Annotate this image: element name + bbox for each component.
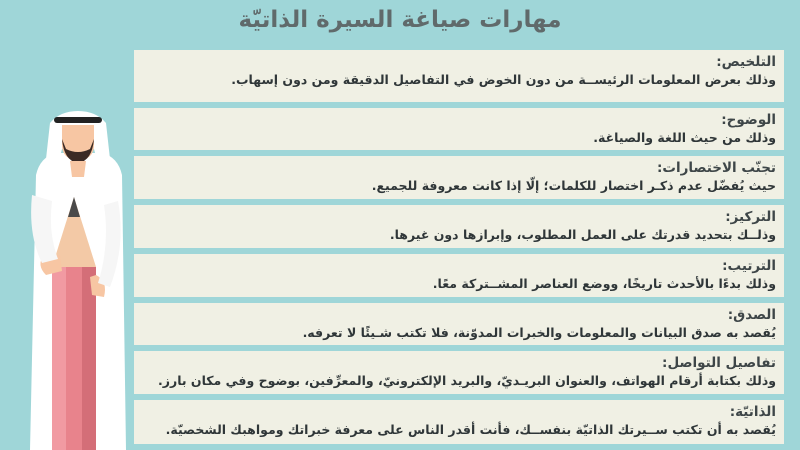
tip-title: تفاصيل التواصل:: [662, 355, 776, 371]
tip-body: وذلك من حيث اللغة والصياغة.: [593, 130, 776, 145]
man-with-pencil-illustration: [18, 105, 138, 450]
tip-title: التلخيص:: [716, 54, 776, 70]
tip-body: حيث يُفضّل عدم ذكـر اختصار للكلمات؛ إلّا إذا كانت معروفة للجميع.: [371, 178, 776, 193]
tip-card-summary: [134, 50, 784, 102]
tip-card-self-written: [134, 400, 784, 444]
tip-title: الترتيب:: [722, 258, 776, 274]
tip-body: وذلــك بتحديد قدرتك على العمل المطلوب، وإبرازها دون غيرها.: [389, 227, 776, 242]
tip-title: الذاتيّة:: [729, 404, 776, 420]
tip-card-focus: [134, 205, 784, 248]
tip-body: وذلك بدءًا بالأحدث تاريخًا، ووضع العناصر المشــتركة معًا.: [432, 276, 776, 291]
tip-body: وذلك بعرض المعلومات الرئيســة من دون الخوض في التفاصيل الدقيقة ومن دون إسهاب.: [231, 72, 776, 87]
tip-title: الصدق:: [727, 307, 776, 323]
tip-card-clarity: [134, 108, 784, 150]
tip-body: وذلك بكتابة أرقام الهواتف، والعنوان البريـديّ، والبريد الإلكترونيّ، والمعرِّفين، بوضوح وفي مكان بارز.: [158, 373, 776, 388]
agal-headband: [54, 117, 102, 123]
page-title: مهارات صياغة السيرة الذاتيّة: [238, 7, 562, 33]
tip-card-contact-details: [134, 351, 784, 394]
tip-card-avoid-abbreviations: [134, 156, 784, 199]
tip-title: التركيز:: [725, 209, 776, 225]
tip-body: يُقصد به صدق البيانات والمعلومات والخبرات المدوّنة، فلا تكتب شـيئًا لا تعرفه.: [302, 325, 776, 340]
tip-card-honesty: [134, 303, 784, 345]
tip-card-ordering: [134, 254, 784, 297]
tip-body: يُقصد به أن تكتب ســيرتك الذاتيّة بنفســك، فأنت أقدر الناس على معرفة خبراتك ومواهبك الشخصيّة.: [165, 422, 776, 437]
tip-title: الوضوح:: [721, 112, 776, 128]
tip-title: تجنّب الاختصارات:: [657, 160, 776, 176]
